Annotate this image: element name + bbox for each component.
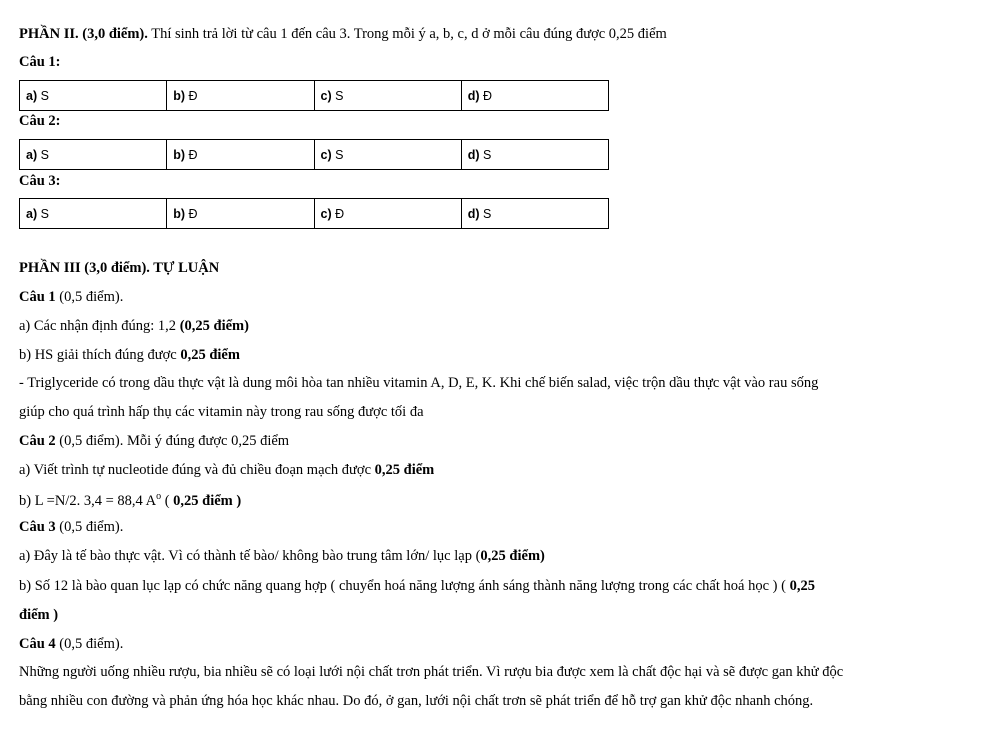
answer-key: a): [26, 206, 38, 221]
q3-answer-a: [19, 548, 545, 565]
answer-value: S: [335, 147, 344, 162]
answer-key: b): [173, 206, 186, 221]
q1-answer-a: [19, 318, 249, 335]
q4-title: [19, 636, 123, 653]
answer-value: S: [40, 88, 49, 103]
answer-value: Đ: [188, 147, 198, 162]
q2-answer-b-text: b) L =N/2. 3,4 = 88,4 A: [19, 492, 157, 509]
answer-cell-q3-b: [167, 199, 314, 229]
q1-title: [19, 289, 123, 306]
answer-key: a): [26, 88, 38, 103]
question-3-label: Câu 3:: [19, 173, 61, 189]
answer-key: c): [320, 206, 332, 221]
answer-cell-q1-d: [461, 81, 608, 111]
q3-answer-b-text: b) Số 12 là bào quan lục lạp có chức năng quang hợp ( chuyển hoá năng lượng ánh sáng thành năng lượng trong các chất hoá học ) (: [19, 578, 790, 594]
q3-answer-a-text: a) Đây là tế bào thực vật. Vì có thành tế bào/ không bào trung tâm lớn/ lục lạp (: [19, 548, 481, 564]
q4-title-bold: Câu 4: [19, 636, 56, 652]
answer-table-q2: [19, 139, 609, 170]
answer-value: S: [335, 88, 344, 103]
answer-value: Đ: [188, 88, 198, 103]
answer-cell-q3-d: [461, 199, 608, 229]
q2-title: [19, 433, 289, 450]
answer-value: S: [40, 147, 49, 162]
q3-title: [19, 519, 123, 536]
q2-answer-a-score: 0,25 điểm: [374, 462, 435, 478]
q4-title-rest: (0,5 điểm).: [55, 636, 124, 652]
answer-key: b): [173, 147, 186, 162]
answer-value: S: [483, 147, 492, 162]
answer-key: d): [467, 147, 480, 162]
answer-value: Đ: [188, 206, 198, 221]
answer-table-q3: [19, 198, 609, 229]
q1-answer-b: [19, 347, 240, 364]
q3-answer-a-score: 0,25 điểm): [480, 548, 545, 564]
q2-answer-b: [19, 491, 241, 510]
q3-answer-b: [19, 578, 815, 595]
q4-answer-line-1: Những người uống nhiều rượu, bia nhiều sẽ có loại lưới nội chất trơn phát triển. Vì rượu bia được xem là chất độc hại và sẽ được gan khử độc: [19, 664, 844, 680]
answer-key: c): [320, 147, 332, 162]
q3-answer-b-score: 0,25: [789, 578, 815, 594]
answer-cell-q1-b: [167, 81, 314, 111]
q1-answer-a-text: a) Các nhận định đúng: 1,2: [19, 318, 180, 334]
q3-title-bold: Câu 3: [19, 519, 56, 535]
q1-explanation-line-2: giúp cho quá trình hấp thụ các vitamin này trong rau sống được tối đa: [19, 404, 424, 420]
q1-answer-b-score: 0,25 điểm: [180, 347, 240, 363]
part2-heading-text: Thí sinh trả lời từ câu 1 đến câu 3. Trong mỗi ý a, b, c, d ở mỗi câu đúng được 0,25 điểm: [147, 26, 667, 42]
answer-table-q1: [19, 80, 609, 111]
answer-key: d): [467, 88, 480, 103]
answer-key: d): [467, 206, 480, 221]
answer-value: S: [40, 206, 49, 221]
q2-answer-b-score: 0,25 điểm ): [173, 492, 242, 509]
answer-cell-q1-a: [20, 81, 167, 111]
q2-title-rest: (0,5 điểm). Mỗi ý đúng được 0,25 điểm: [55, 433, 290, 449]
part3-heading: PHẦN III (3,0 điểm). TỰ LUẬN: [19, 260, 220, 276]
answer-cell-q3-a: [20, 199, 167, 229]
q2-answer-b-mid: (: [161, 492, 174, 509]
answer-cell-q2-c: [314, 140, 461, 170]
answer-key: a): [26, 147, 38, 162]
question-2-label: Câu 2:: [19, 113, 61, 129]
q1-answer-b-text: b) HS giải thích đúng được: [19, 347, 181, 363]
part2-heading-bold: PHẦN II. (3,0 điểm).: [19, 26, 148, 42]
answer-value: Đ: [335, 206, 345, 221]
answer-cell-q2-d: [461, 140, 608, 170]
part2-heading: [19, 26, 667, 43]
answer-value: S: [483, 206, 492, 221]
q3-answer-b-score-continued: điểm ): [19, 607, 59, 623]
q2-answer-a: [19, 462, 434, 479]
answer-cell-q1-c: [314, 81, 461, 111]
answer-key: b): [173, 88, 186, 103]
q2-title-bold: Câu 2: [19, 433, 56, 449]
answer-key: c): [320, 88, 332, 103]
question-1-label: Câu 1:: [19, 54, 61, 70]
q4-answer-line-2: bằng nhiều con đường và phản ứng hóa học khác nhau. Do đó, ở gan, lưới nội chất trơn sẽ phát triển để hỗ trợ gan khử độc nhanh chóng.: [19, 693, 814, 709]
answer-value: Đ: [483, 88, 493, 103]
q1-title-rest: (0,5 điểm).: [55, 289, 124, 305]
q1-title-bold: Câu 1: [19, 289, 56, 305]
answer-cell-q3-c: [314, 199, 461, 229]
answer-cell-q2-b: [167, 140, 314, 170]
q1-answer-a-score: (0,25 điểm): [179, 318, 249, 334]
q3-title-rest: (0,5 điểm).: [55, 519, 124, 535]
q1-explanation-line-1: - Triglyceride có trong dầu thực vật là dung môi hòa tan nhiều vitamin A, D, E, K. Khi chế biến salad, việc trộn dầu thực vật vào rau sống: [19, 375, 819, 391]
q2-answer-b-sup: o: [156, 491, 162, 502]
answer-cell-q2-a: [20, 140, 167, 170]
q2-answer-a-text: a) Viết trình tự nucleotide đúng và đủ chiều đoạn mạch được: [19, 462, 375, 478]
